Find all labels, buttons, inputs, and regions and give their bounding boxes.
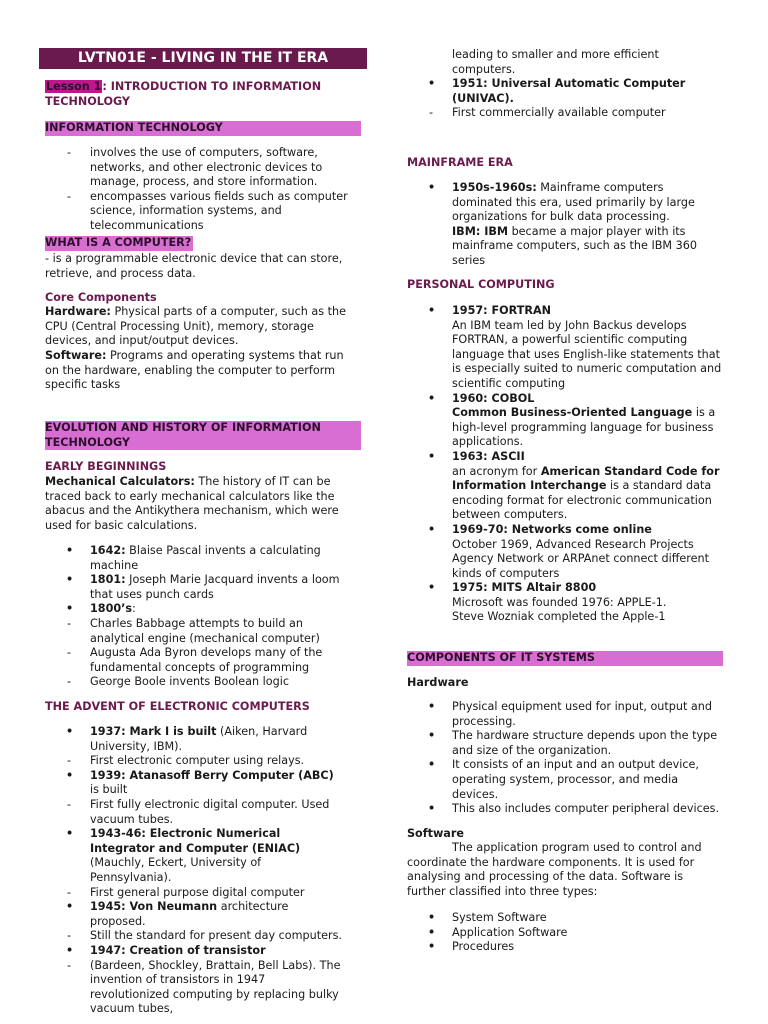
list-item: - Charles Babbage attempts to build an analytical engine (mechanical computer) xyxy=(90,617,345,646)
core-components-heading: Core Components xyxy=(45,291,157,304)
early-beginnings-heading: EARLY BEGINNINGS xyxy=(45,460,167,473)
personal-computing-list xyxy=(407,304,725,625)
ibm-text: IBM: IBM became a major player with its mainframe computers, such as the IBM 360 series xyxy=(452,224,697,267)
list-item: - involves the use of computers, software, networks, and other electronic devices to manage, process, and store information. xyxy=(90,146,363,190)
altair-text-2: Steve Wozniak completed the Apple-1 xyxy=(452,610,666,624)
early-timeline xyxy=(45,544,345,690)
advent-heading: THE ADVENT OF ELECTRONIC COMPUTERS xyxy=(45,700,310,713)
list-item: - Still the standard for present day computers. xyxy=(90,929,345,944)
list-item: • 1939: Atanasoff Berry Computer (ABC) is built xyxy=(90,769,345,798)
list-item: • Procedures xyxy=(452,940,725,955)
lesson-heading xyxy=(45,80,345,109)
list-item: • This also includes computer peripheral devices. xyxy=(452,802,725,817)
software-heading: Software xyxy=(407,827,464,840)
list-item: • Application Software xyxy=(452,926,725,941)
list-item: • 1800’s: xyxy=(90,602,345,617)
computer-definition: - is a programmable electronic device that can store, retrieve, and process data. xyxy=(45,252,343,280)
list-item: • 1947: Creation of transistor xyxy=(90,944,345,959)
list-item: - (Bardeen, Shockley, Brattain, Bell Labs). The invention of transistors in 1947 revolutionized computing by replacing bulky vacuum tubes, xyxy=(90,959,345,1017)
software-text: The application program used to control and coordinate the hardware components. It is used for analysing and processing of the data. Software is further classified into three types: xyxy=(407,841,702,898)
list-item: - First electronic computer using relays. xyxy=(90,754,345,769)
list-item: - George Boole invents Boolean logic xyxy=(90,675,345,690)
networks-text: October 1969, Advanced Research Projects Agency Network or ARPAnet connect different kinds of computers xyxy=(452,537,710,580)
list-item: • 1975: MITS Altair 8800 xyxy=(452,581,725,596)
hardware-list xyxy=(407,700,725,817)
list-item: - encompasses various fields such as computer science, information systems, and telecommunications xyxy=(90,190,363,234)
list-item: - First general purpose digital computer xyxy=(90,886,345,901)
list-item: • 1969-70: Networks come online xyxy=(452,523,725,538)
computer-heading: WHAT IS A COMPUTER? xyxy=(45,236,192,249)
personal-computing-heading: PERSONAL COMPUTING xyxy=(407,278,555,291)
list-item: • 1963: ASCII xyxy=(452,450,725,465)
ascii-text: an acronym for American Standard Code for Information Interchange is a standard data encoding format for electronic communication between computers. xyxy=(452,464,720,522)
lesson-tag: Lesson 1 xyxy=(46,80,102,93)
list-item: • Physical equipment used for input, output and processing. xyxy=(452,700,725,729)
list-item: • 1945: Von Neumann architecture proposed. xyxy=(90,900,345,929)
list-item: • 1943-46: Electronic Numerical Integrator and Computer (ENIAC) (Mauchly, Eckert, University of Pennsylvania). xyxy=(90,827,345,885)
hardware-definition: Hardware: Physical parts of a computer, such as the CPU (Central Processing Unit), memory, storage devices, and input/output devices. xyxy=(45,305,346,348)
advent-timeline xyxy=(45,725,345,1017)
info-tech-list xyxy=(45,146,363,234)
mainframe-heading: MAINFRAME ERA xyxy=(407,156,513,169)
document-title: LVTN01E - LIVING IN THE IT ERA xyxy=(39,48,367,69)
software-definition: Software: Programs and operating systems that run on the hardware, enabling the computer to perform specific tasks xyxy=(45,349,344,392)
list-item: • 1957: FORTRAN xyxy=(452,304,725,319)
mainframe-list xyxy=(407,181,725,269)
altair-text-1: Microsoft was founded 1976: APPLE-1. xyxy=(452,595,667,609)
transistor-continued: leading to smaller and more efficient computers. xyxy=(452,48,659,76)
list-item: - First fully electronic digital computer. Used vacuum tubes. xyxy=(90,798,345,827)
software-types-list xyxy=(407,911,725,955)
mechanical-calculators: Mechanical Calculators: The history of IT can be traced back to early mechanical calculators like the abacus and the Antikythera mechanism, which were used for basic calculations. xyxy=(45,475,339,532)
list-item: • 1801: Joseph Marie Jacquard invents a loom that uses punch cards xyxy=(90,573,345,602)
info-tech-heading: INFORMATION TECHNOLOGY xyxy=(45,121,361,136)
list-item: • 1642: Blaise Pascal invents a calculating machine xyxy=(90,544,345,573)
list-item: • It consists of an input and an output device, operating system, processor, and media devices. xyxy=(452,758,725,802)
list-item: • 1951: Universal Automatic Computer (UNIVAC). xyxy=(452,77,725,106)
evolution-heading: EVOLUTION AND HISTORY OF INFORMATION TECHNOLOGY xyxy=(45,421,361,450)
list-item: • The hardware structure depends upon the type and size of the organization. xyxy=(452,729,725,758)
list-item: • 1960: COBOL xyxy=(452,392,725,407)
list-item: - First commercially available computer xyxy=(452,106,725,121)
list-item: • 1950s-1960s: Mainframe computers dominated this era, used primarily by large organizations for bulk data processing. xyxy=(452,181,725,225)
list-item: • System Software xyxy=(452,911,725,926)
lesson-title: : INTRODUCTION TO INFORMATION TECHNOLOGY xyxy=(45,80,322,108)
list-item: - Augusta Ada Byron develops many of the fundamental concepts of programming xyxy=(90,646,345,675)
cobol-text: Common Business-Oriented Language is a high-level programming language for business applications. xyxy=(452,406,716,449)
list-item: • 1937: Mark I is built (Aiken, Harvard University, IBM). xyxy=(90,725,345,754)
components-heading: COMPONENTS OF IT SYSTEMS xyxy=(407,651,723,666)
hardware-heading: Hardware xyxy=(407,676,469,689)
advent-timeline-continued xyxy=(407,48,725,121)
fortran-text: An IBM team led by John Backus develops FORTRAN, a powerful scientific computing language that uses English-like statements that is especially suited to numeric computation and scientific computing xyxy=(452,318,722,390)
